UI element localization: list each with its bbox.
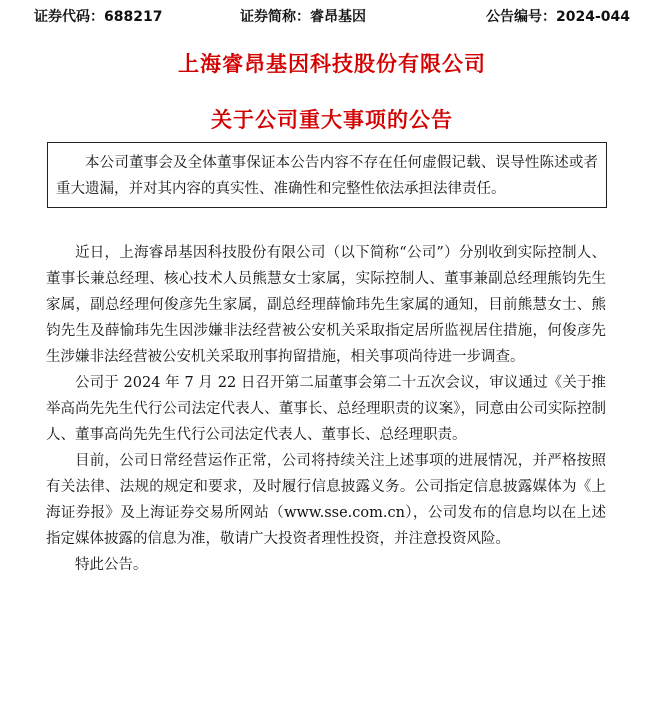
document-header: [34, 4, 630, 26]
disclaimer-box: 本公司董事会及全体董事保证本公告内容不存在任何虚假记载、误导性陈述或者重大遗漏，并对其内容的真实性、准确性和完整性依法承担法律责任。: [47, 142, 607, 208]
company-title: 上海睿昂基因科技股份有限公司: [178, 52, 486, 76]
closing-statement: 特此公告。: [75, 557, 148, 573]
stock-code: 证券代码：688217: [34, 9, 163, 25]
stock-abbreviation: 证券简称：睿昂基因: [240, 9, 366, 25]
notice-body: [46, 240, 606, 578]
body-paragraph-1: 近日，上海睿昂基因科技股份有限公司（以下简称“公司”）分别收到实际控制人、董事长兼总经理、核心技术人员熊慧女士家属，实际控制人、董事兼副总经理熊钧先生家属，副总经理何俊彦先生家属，副总经理薛愉玮先生家属的通知，目前熊慧女士、熊钧先生及薛愉玮先生因涉嫌非法经营被公安机关采取指定居所监视居住措施，何俊彦先生涉嫌非法经营被公安机关采取刑事拘留措施，相关事项尚待进一步调查。: [46, 245, 606, 365]
body-paragraph-2: 公司于 2024 年 7 月 22 日召开第二届董事会第二十五次会议，审议通过《关于推举高尚先先生代行公司法定代表人、董事长、总经理职责的议案》，同意由公司实际控制人、董事高尚先先生代行公司法定代表人、董事长、总经理职责。: [46, 375, 606, 443]
body-paragraph-3: 目前，公司日常经营运作正常，公司将持续关注上述事项的进展情况，并严格按照有关法律、法规的规定和要求，及时履行信息披露义务。公司指定信息披露媒体为《上海证券报》及上海证券交易所网站（www.sse.com.cn），公司发布的信息均以在上述指定媒体披露的信息为准，敬请广大投资者理性投资，并注意投资风险。: [46, 453, 606, 547]
notice-number: 公告编号：2024-044: [486, 9, 630, 25]
notice-title: 关于公司重大事项的公告: [211, 108, 453, 132]
